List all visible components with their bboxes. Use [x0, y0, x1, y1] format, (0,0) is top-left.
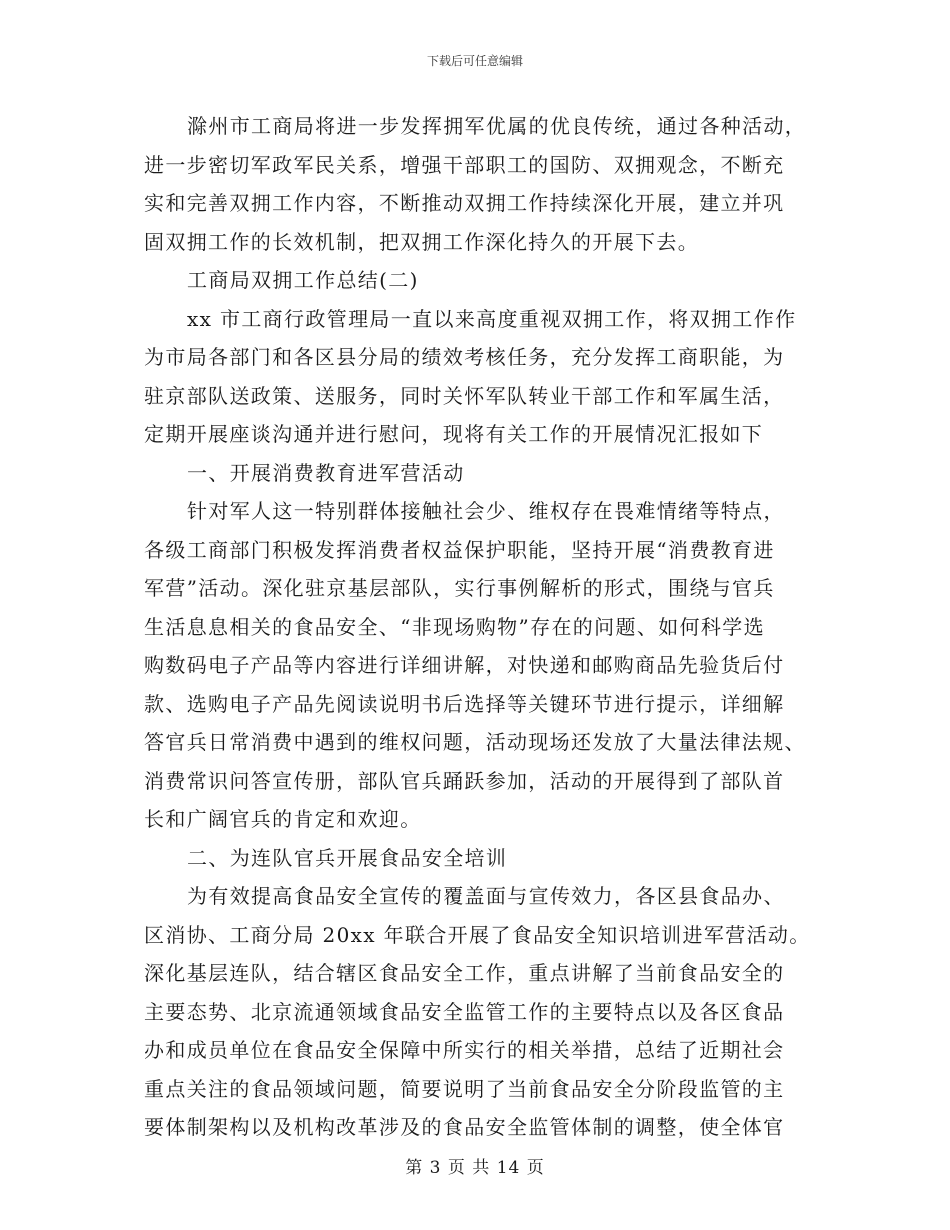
text-line: 购数码电子产品等内容进行详细讲解，对快递和邮购商品先验货后付 [144, 653, 785, 677]
text-line: 定期开展座谈沟通并进行慰问，现将有关工作的开展情况汇报如下 [144, 422, 764, 446]
text-line: 重点关注的食品领域问题，简要说明了当前食品安全分阶段监管的主 [144, 1076, 785, 1101]
header-note: 下载后可任意编辑 [426, 54, 523, 68]
text-line: 区消协、工商分局 20xx 年联合开展了食品安全知识培训进军营活动。 [144, 922, 811, 947]
section-heading: 二、为连队官兵开展食品安全培训 [187, 845, 508, 870]
page-footer: 第 3 页 共 14 页 [405, 1158, 545, 1178]
text-line: 针对军人这一特别群体接触社会少、维权存在畏难情绪等特点， [187, 499, 785, 523]
text-line: 款、选购电子产品先阅读说明书后选择等关键环节进行提示，详细解 [144, 691, 785, 716]
text-line: 各级工商部门积极发挥消费者权益保护职能，坚持开展“消费教育进 [144, 537, 775, 562]
text-line: 为有效提高食品安全宣传的覆盖面与宣传效力，各区县食品办、 [187, 884, 785, 908]
text-line: 深化基层连队，结合辖区食品安全工作，重点讲解了当前食品安全的 [144, 961, 785, 985]
text-line: 要体制架构以及机构改革涉及的食品安全监管体制的调整，使全体官 [144, 1115, 785, 1139]
text-line: 主要态势、北京流通领域食品安全监管工作的主要特点以及各区食品 [144, 999, 785, 1024]
text-line: xx 市工商行政管理局一直以来高度重视双拥工作，将双拥工作作 [187, 306, 797, 331]
text-line: 长和广阔官兵的肯定和欢迎。 [144, 807, 422, 831]
text-line: 进一步密切军政军民关系，增强干部职工的国防、双拥观念，不断充 [144, 152, 785, 177]
text-line: 军营”活动。深化驻京基层部队，实行事例解析的形式，围绕与官兵 [144, 576, 775, 600]
text-line: 实和完善双拥工作内容，不断推动双拥工作持续深化开展，建立并巩 [144, 191, 785, 215]
text-line: 消费常识问答宣传册，部队官兵踊跃参加，活动的开展得到了部队首 [144, 768, 785, 793]
section-heading: 一、开展消费教育进军营活动 [187, 460, 465, 485]
text-line: 答官兵日常消费中遇到的维权问题，活动现场还发放了大量法律法规、 [144, 730, 806, 754]
text-line: 办和成员单位在食品安全保障中所实行的相关举措，总结了近期社会 [144, 1038, 785, 1062]
text-line: 生活息息相关的食品安全、“非现场购物”存在的问题、如何科学选 [144, 614, 765, 639]
text-line: 驻京部队送政策、送服务，同时关怀军队转业干部工作和军属生活， [144, 383, 785, 408]
document-body [144, 107, 809, 1147]
text-line: 为市局各部门和各区县分局的绩效考核任务，充分发挥工商职能，为 [144, 345, 785, 369]
text-line: 固双拥工作的长效机制，把双拥工作深化持久的开展下去。 [144, 229, 700, 254]
text-line: 滁州市工商局将进一步发挥拥军优属的优良传统，通过各种活动， [187, 114, 807, 138]
section-title: 工商局双拥工作总结(二) [187, 268, 419, 292]
